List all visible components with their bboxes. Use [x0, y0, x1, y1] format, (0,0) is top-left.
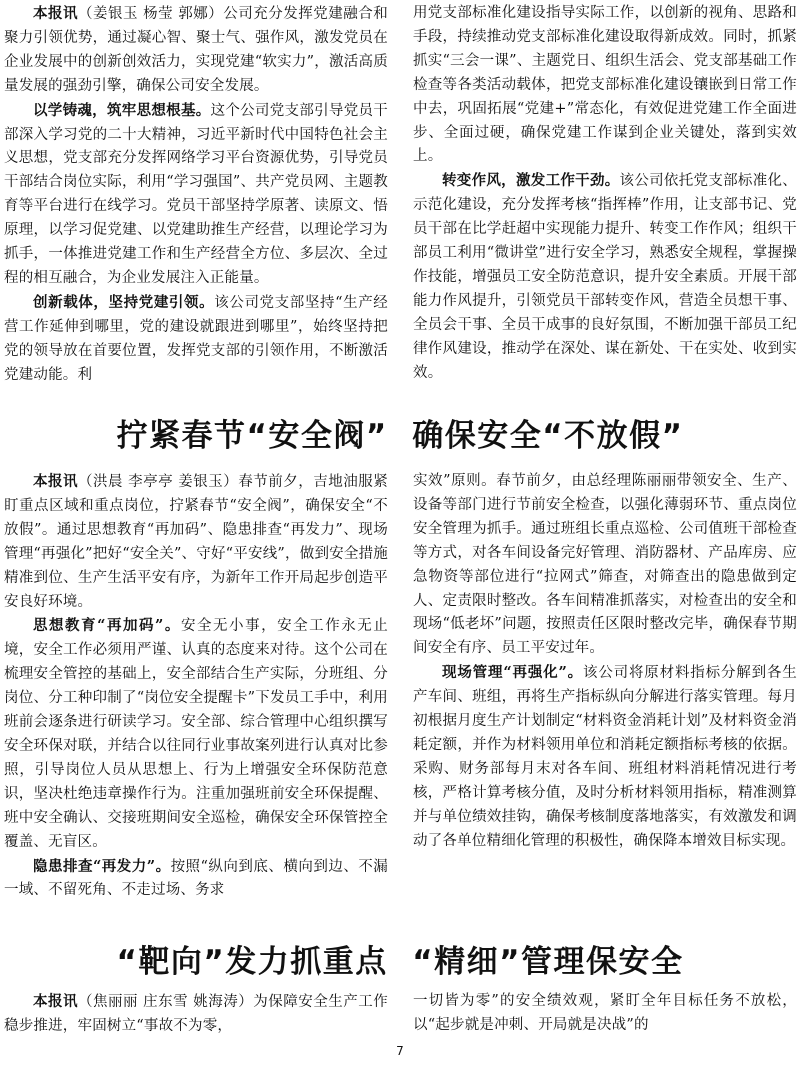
article3-paragraph [413, 990, 797, 1038]
article1-paragraph [4, 2, 388, 99]
byline: （姜银玉 杨莹 郭娜） [78, 6, 224, 22]
article1-paragraph [4, 99, 388, 291]
paragraph-text: 这个公司党支部引导党员干部深入学习党的二十大精神，习近平新时代中国特色社会主义思想，党支部充分发挥网络学习平台资源优势，引导党员干部结合岗位实际，利用“学习强国”、共产党员网、主题教育等平台进行在线学习。党员干部坚持学原著、读原文、悟原理，以学习促党建、以党建助推生产经营，以理论学习为抓手，一体推进党建工作和生产经营全方位、多层次、全过程的相互融合，为企业发展注入正能量。 [4, 102, 388, 286]
page-number: 7 [396, 1044, 404, 1058]
article1-paragraph [413, 169, 797, 385]
article1-paragraph [4, 291, 388, 388]
article2-paragraph [4, 855, 388, 904]
article2-paragraph [4, 614, 388, 854]
article3-right-column [413, 990, 797, 1038]
paragraph-text: 春节前夕，吉地油服紧盯重点区域和重点岗位，拧紧春节“安全阀”，确保安全“不放假”。通过思想教育“再加码”、隐患排查“再发力”、现场管理“再强化”把好“安全关”、守好“平安线”，做到安全措施精准到位、生产生活平安有序，为新年工作开局起步创造平安良好环境。 [4, 474, 388, 610]
byline: （焦丽丽 庄东雪 姚海涛） [78, 994, 254, 1010]
subheading: 转变作风，激发工作干劲。 [442, 172, 620, 190]
paragraph-text: 按照“纵向到底、横向到边、不漏一域、不留死角、不走过场、务求 [4, 858, 388, 899]
subheading: 现场管理“再强化”。 [442, 664, 583, 682]
article1-right-column [413, 2, 797, 396]
paragraph-text: 安全无小事，安全工作永无止境，安全工作必须用严谨、认真的态度来对待。这个公司在梳理安全管控的基础上，安全部结合生产实际，分班组、分岗位、分工种印制了“岗位安全提醒卡”下发员工手中，利用班前会逐条进行研读学习。安全部、综合管理中心组织撰写安全环保对联，并结合以往同行业事故案列进行认真对比参照，引导岗位人员从思想上、行为上增强安全环保防范意识，坚决杜绝违章操作行为。注重加强班前安全环保提醒、班中安全确认、交接班期间安全巡检，确保安全环保管控全覆盖、无盲区。 [4, 618, 388, 850]
subheading: 思想教育“再加码”。 [33, 617, 181, 635]
paragraph-text: 一切皆为零”的安全绩效观，紧盯全年目标任务不放松，以“起步就是冲刺、开局就是决战”的 [413, 993, 797, 1033]
paragraph-text: 用党支部标准化建设指导实际工作，以创新的视角、思路和手段，持续推动党支部标准化建设取得新成效。同时，抓紧抓实“三会一课”、主题党日、组织生活会、党支部基础工作检查等各类活动载体，把党支部标准化建设镶嵌到日常工作中去，巩固拓展“党建+”常态化，有效促进党建工作全面进步、全面过硬，确保党建工作谋到企业关键处，落到实效上。 [413, 5, 797, 165]
lead-label: 本报讯 [33, 5, 79, 22]
article2-paragraph [413, 470, 797, 661]
subheading: 创新载体，坚持党建引领。 [33, 293, 215, 311]
article2-paragraph [413, 661, 797, 853]
lead-label: 本报讯 [33, 993, 79, 1010]
lead-label: 本报讯 [33, 473, 79, 490]
paragraph-text: 实效”原则。春节前夕，由总经理陈丽丽带领安全、生产、设备等部门进行节前安全检查，以强化薄弱环节、重点岗位安全管理为抓手。通过班组长重点巡检、公司值班干部检查等方式，对各车间设备完好管理、消防器材、产品库房、应急物资等部位进行“拉网式”筛查，对筛查出的隐患做到定人、定责限时整改。各车间精准抓落实，对检查出的安全和现场“低老坏”问题，按照责任区限时整改完毕，确保春节期间安全有序、员工平安过年。 [413, 473, 797, 657]
byline: （洪晨 李亭亭 姜银玉） [78, 474, 239, 490]
article3-left-column [4, 990, 388, 1038]
article2-left-column [4, 470, 388, 926]
subheading: 以学铸魂，筑牢思想根基。 [33, 101, 211, 119]
article3-headline: “靶向”发力抓重点 “精细”管理保安全 [116, 944, 684, 980]
article2-headline: 拧紧春节“安全阀” 确保安全“不放假” [116, 418, 684, 454]
subheading: 隐患排查“再发力”。 [33, 857, 171, 875]
article1-left-column [4, 2, 388, 396]
article2-right-column [413, 470, 797, 926]
paragraph-text: 该公司党支部坚持“生产经营工作延伸到哪里，党的建设就跟进到哪里”，始终坚持把党的领导放在首要位置，发挥党支部的引领作用，不断激活党建动能。利 [4, 294, 388, 383]
article1-paragraph [413, 2, 797, 169]
article2-paragraph [4, 470, 388, 614]
paragraph-text: 为保障安全生产工作稳步推进，牢固树立“事故不为零， [4, 994, 388, 1034]
article3-paragraph [4, 990, 388, 1038]
paragraph-text: 公司充分发挥党建融合和聚力引领优势，通过凝心智、聚士气、强作风，激发党员在企业发展中的创新创效活力，实现党建“软实力”，激活高质量发展的强劲引擎，确保公司安全发展。 [4, 6, 388, 94]
paragraph-text: 该公司依托党支部标准化、示范化建设，充分发挥考核“指挥棒”作用，让支部书记、党员干部在比学赶超中实现能力提升、转变工作作风；组织干部员工利用“微讲堂”进行安全学习，熟悉安全规程，掌握操作技能，增强员工安全防范意识，提升安全素质。开展干部能力作风提升，引领党员干部转变作风，营造全员想干事、全员会干事、全员干成事的良好氛围，不断加强干部员工纪律作风建设，推动学在深处、谋在新处、干在实处、收到实效。 [413, 173, 797, 381]
paragraph-text: 该公司将原材料指标分解到各生产车间、班组，再将生产指标纵向分解进行落实管理。每月初根据月度生产计划制定“材料资金消耗计划”及材料资金消耗定额，并作为材料领用单位和消耗定额指标考核的依据。采购、财务部每月末对各车间、班组材料消耗情况进行考核，严格计算考核分值，及时分析材料领用指标，精准测算并与单位绩效挂钩，确保考核制度落地落实，有效激发和调动了各单位精细化管理的积极性，确保降本增效目标实现。 [413, 665, 797, 849]
